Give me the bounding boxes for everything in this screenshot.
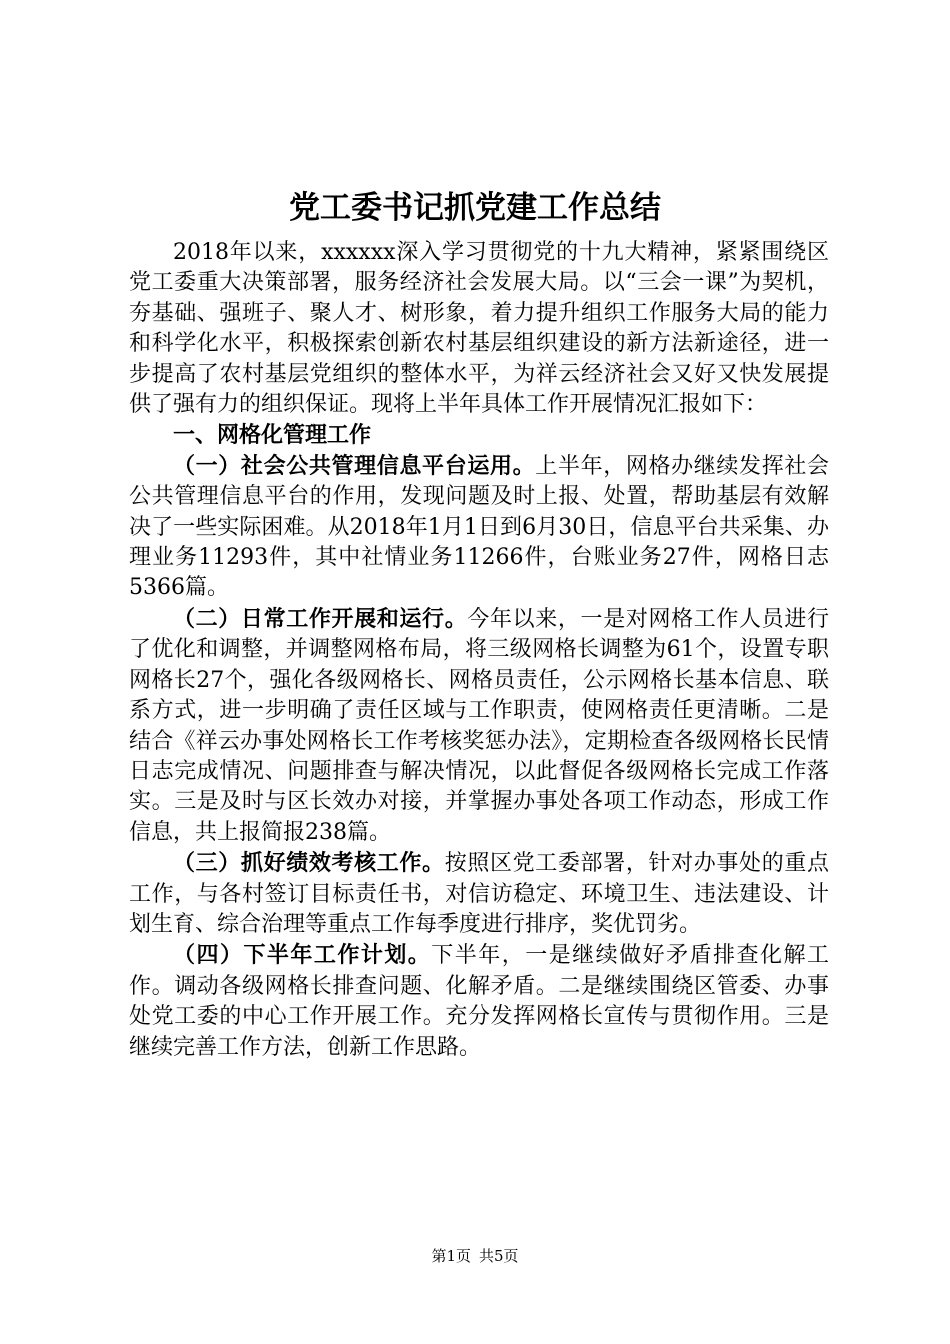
page-footer [0,1246,950,1266]
item-paragraph-1 [129,451,829,604]
item-heading-1: （一）社会公共管理信息平台运用。 [173,452,536,479]
item-paragraph-4 [129,940,829,1063]
item-text-1: 上半年，网格办继续发挥社会公共管理信息平台的作用，发现问题及时上报、处置，帮助基层有效解决了一些实际困难。从2018年1月1日到6月30日，信息平台共采集、办理业务11293件，其中社情业务11266件，台账业务27件，网格日志5366篇。 [129,453,829,601]
item-text-3: 按照区党工委部署，针对办事处的重点工作，与各村签订目标责任书，对信访稳定、环境卫生、违法建设、计划生育、综合治理等重点工作每季度进行排序，奖优罚劣。 [129,851,829,937]
item-paragraph-2 [129,604,829,848]
document-body [129,238,829,1063]
section-heading: 一、网格化管理工作 [173,422,372,449]
item-paragraph-3 [129,848,829,940]
item-text-4: 下半年，一是继续做好矛盾排查化解工作。调动各级网格长排查问题、化解矛盾。二是继续围绕区管委、办事处党工委的中心工作开展工作。充分发挥网格长宣传与贯彻作用。三是继续完善工作方法，创新工作思路。 [129,943,829,1060]
page-total: 共5页 [479,1247,519,1265]
item-heading-2: （二）日常工作开展和运行。 [173,605,468,632]
item-text-2: 今年以来，一是对网格工作人员进行了优化和调整，并调整网格布局，将三级网格长调整为61个，设置专职网格长27个，强化各级网格长、网格员责任，公示网格长基本信息、联系方式，进一步明确了责任区域与工作职责，使网格责任更清晰。二是结合《祥云办事处网格长工作考核奖惩办法》，定期检查各级网格长民情日志完成情况、问题排查与解决情况，以此督促各级网格长完成工作落实。三是及时与区长效办对接，并掌握办事处各项工作动态，形成工作信息，共上报简报238篇。 [129,606,829,845]
item-heading-3: （三）抓好绩效考核工作。 [173,850,445,877]
document-title: 党工委书记抓党建工作总结 [289,190,661,226]
item-heading-4: （四）下半年工作计划。 [173,942,432,969]
page-number: 第1页 [431,1247,471,1265]
intro-paragraph: 2018年以来，xxxxxx深入学习贯彻党的十九大精神，紧紧围绕区党工委重大决策部署，服务经济社会发展大局。以“三会一课”为契机，夯基础、强班子、聚人才、树形象，着力提升组织工作服务大局的能力和科学化水平，积极探索创新农村基层组织建设的新方法新途径，进一步提高了农村基层党组织的整体水平，为祥云经济社会又好又快发展提供了强有力的组织保证。现将上半年具体工作开展情况汇报如下： [129,240,829,418]
